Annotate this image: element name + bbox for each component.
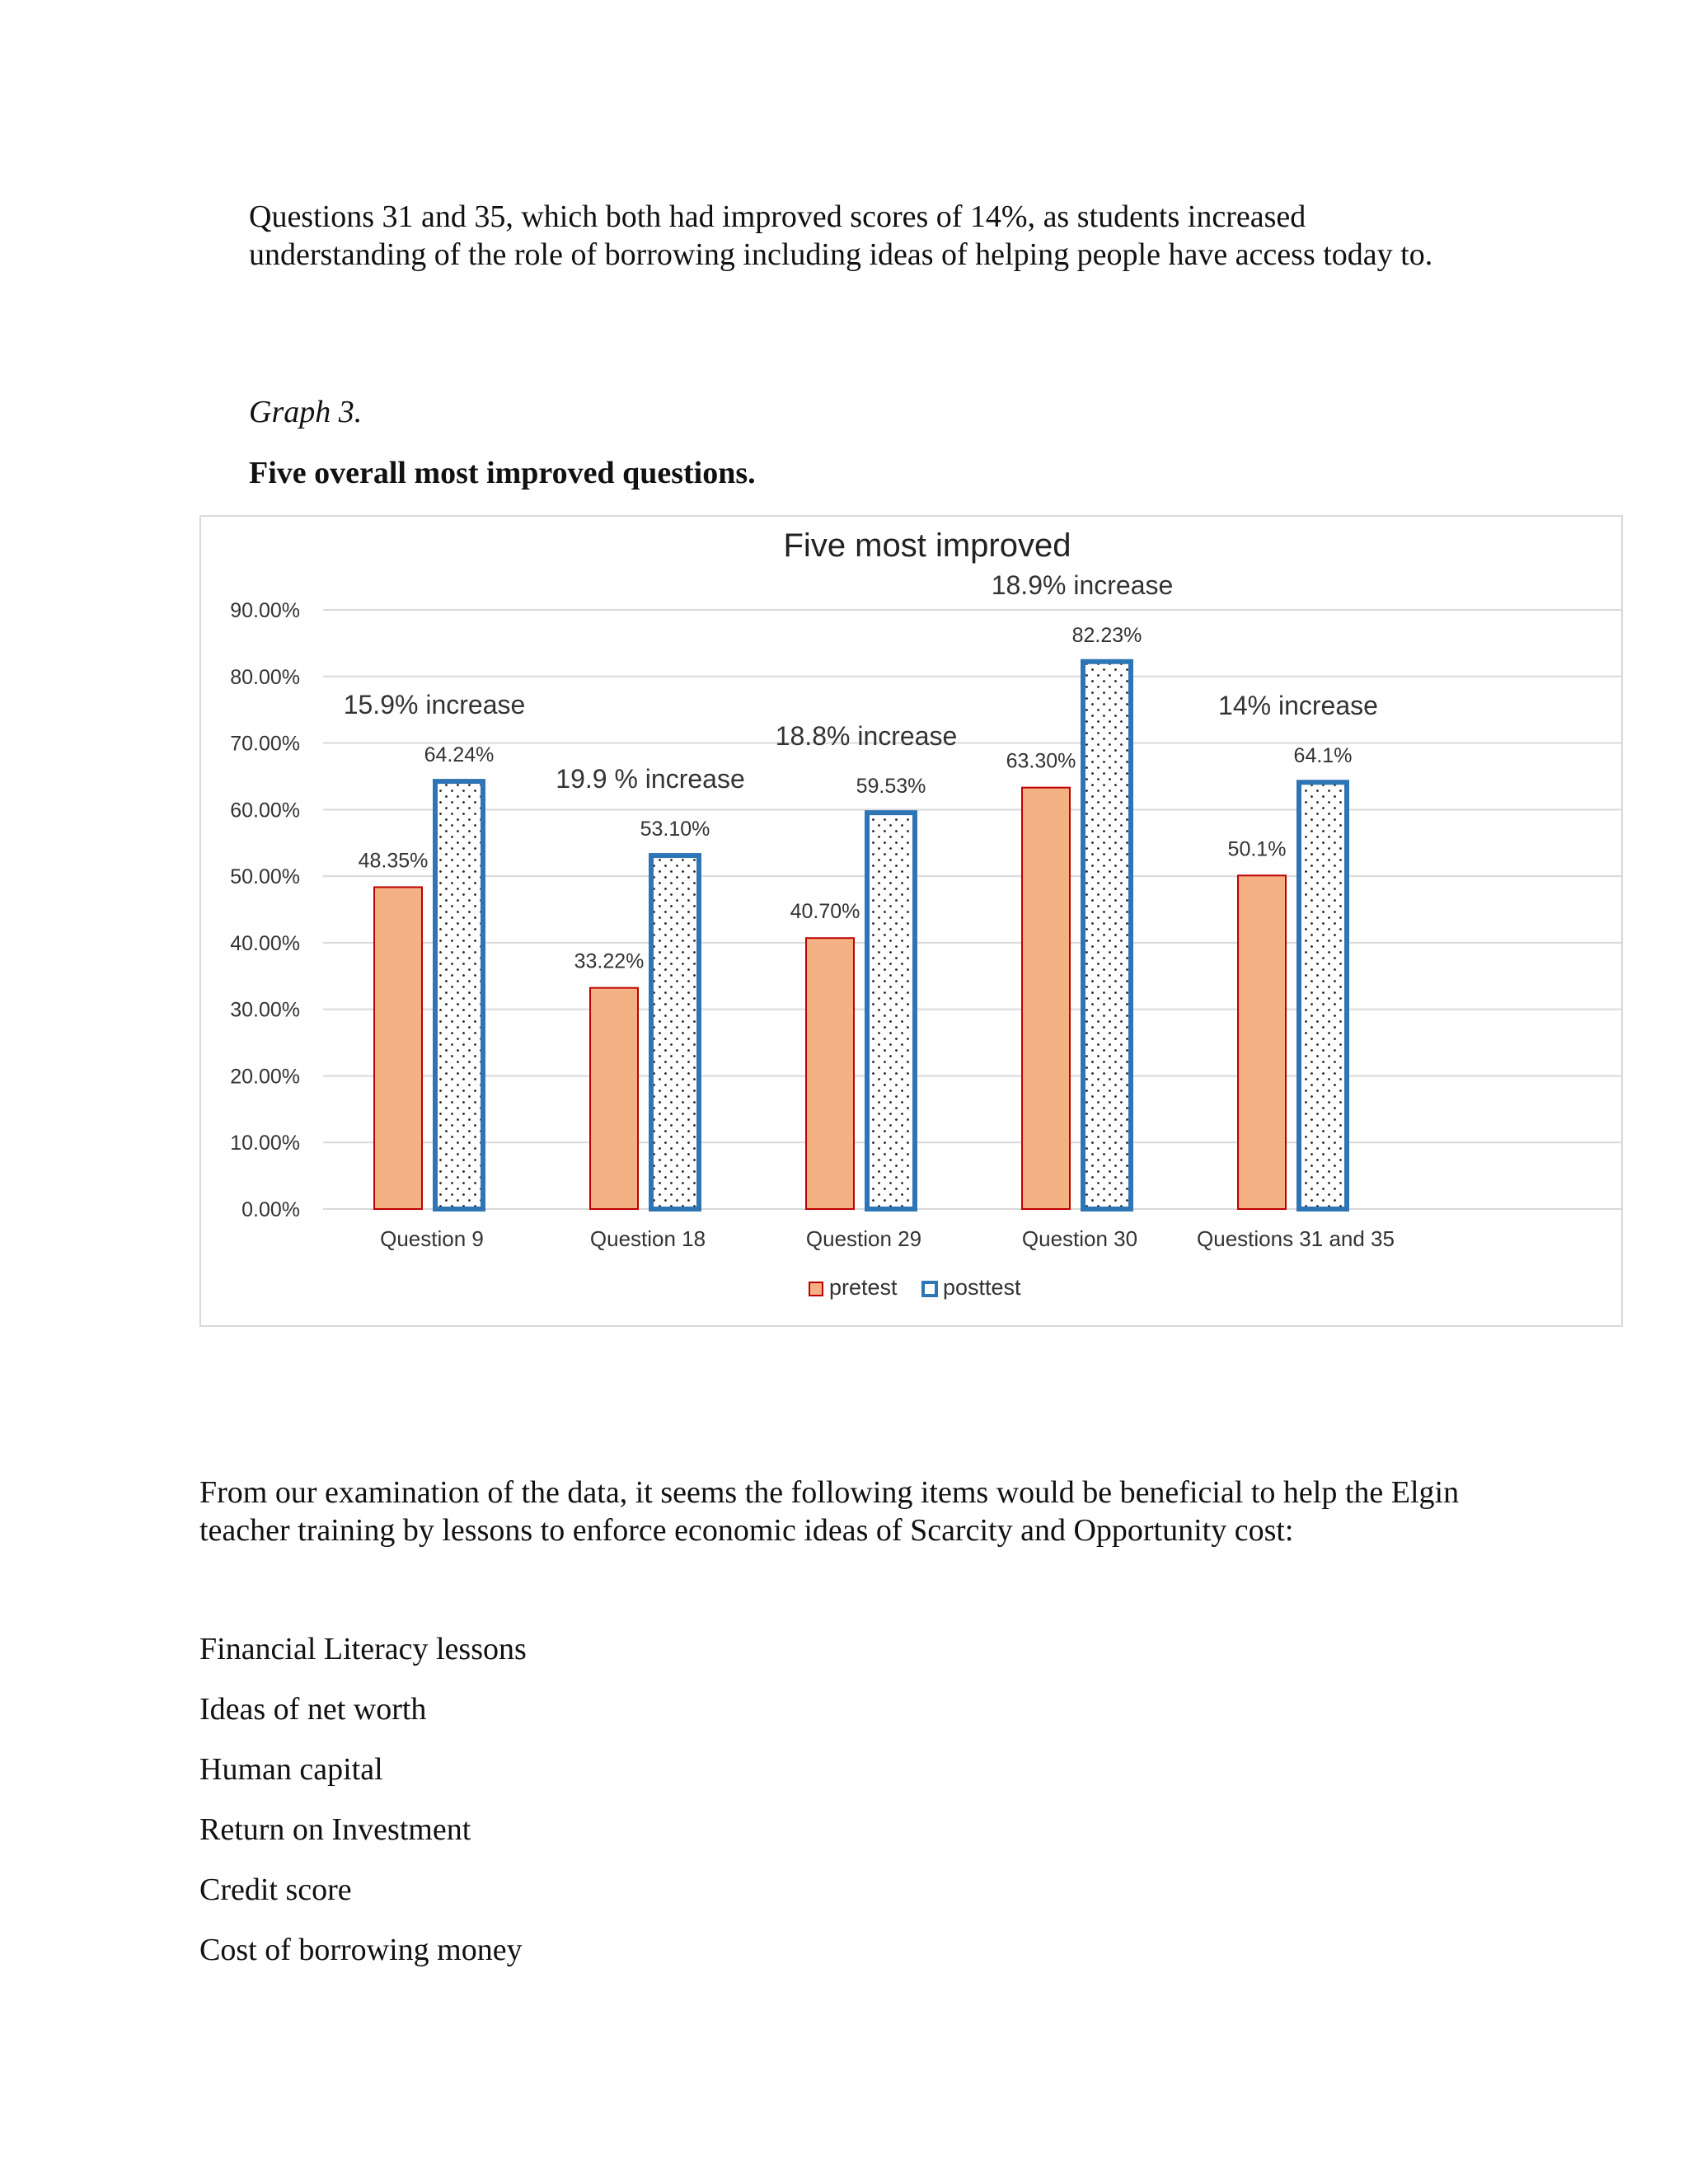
- bar-pretest: [1022, 788, 1070, 1209]
- x-category-label: Question 9: [380, 1226, 484, 1251]
- recommendation-list: [199, 1630, 527, 1991]
- bar-pretest: [374, 887, 422, 1209]
- bar-pretest: [590, 988, 638, 1209]
- y-tick-label: 70.00%: [230, 732, 300, 756]
- data-label-posttest: 82.23%: [1071, 623, 1142, 647]
- chart-legend: [809, 1275, 1021, 1300]
- data-label-pretest: 63.30%: [1006, 749, 1076, 773]
- list-item: Ideas of net worth: [199, 1692, 427, 1727]
- bar-posttest: [867, 813, 915, 1209]
- intro-paragraph: Questions 31 and 35, which both had improved scores of 14%, as students increased understanding of the role of borrowing including ideas of helping people have access today to.: [249, 199, 1433, 272]
- increase-annotation: 18.9% increase: [991, 569, 1174, 600]
- bar-posttest: [651, 855, 699, 1209]
- list-item: Human capital: [199, 1752, 383, 1787]
- legend-swatch-posttest: [923, 1282, 936, 1296]
- y-tick-label: 60.00%: [230, 799, 300, 823]
- y-tick-label: 90.00%: [230, 599, 300, 622]
- data-label-pretest: 50.1%: [1227, 837, 1287, 861]
- graph-label: Graph 3.: [249, 395, 363, 429]
- bar-pretest: [1238, 875, 1286, 1209]
- list-item: Credit score: [199, 1872, 352, 1907]
- graph-title: Five overall most improved questions.: [249, 456, 756, 490]
- increase-annotation: 18.8% increase: [775, 721, 958, 752]
- y-tick-label: 40.00%: [230, 931, 300, 955]
- data-label-pretest: 48.35%: [358, 849, 429, 873]
- data-label-posttest: 53.10%: [640, 818, 710, 841]
- increase-annotation: 14% increase: [1218, 691, 1378, 721]
- data-label-pretest: 33.22%: [574, 949, 645, 973]
- bar-posttest: [1083, 662, 1131, 1209]
- increase-annotation: 19.9 % increase: [556, 764, 745, 794]
- y-tick-label: 30.00%: [230, 998, 300, 1022]
- chart-title: Five most improved: [783, 527, 1071, 564]
- chart-frame: [199, 515, 1623, 1327]
- y-tick-label: 50.00%: [230, 865, 300, 889]
- bar-posttest: [1299, 782, 1347, 1209]
- y-tick-label: 80.00%: [230, 665, 300, 689]
- increase-annotation: 15.9% increase: [343, 690, 526, 720]
- legend-swatch-pretest: [809, 1282, 823, 1296]
- legend-label-pretest: pretest: [829, 1275, 898, 1300]
- data-label-posttest: 64.1%: [1293, 744, 1353, 768]
- y-tick-label: 0.00%: [241, 1198, 300, 1221]
- bar-posttest: [435, 781, 483, 1209]
- x-category-label: Questions 31 and 35: [1197, 1226, 1395, 1251]
- list-item: Financial Literacy lessons: [199, 1632, 527, 1666]
- list-item: Return on Investment: [199, 1812, 471, 1847]
- y-tick-label: 20.00%: [230, 1065, 300, 1089]
- data-label-posttest: 64.24%: [424, 743, 495, 767]
- conclusion-paragraph: From our examination of the data, it seems the following items would be beneficial to help the Elgin teacher training by lessons to enforce economic ideas of Scarcity and Opportunity cost:: [199, 1475, 1460, 1548]
- x-category-label: Question 18: [589, 1226, 706, 1251]
- bar-chart: [201, 517, 1625, 1329]
- y-tick-label: 10.00%: [230, 1132, 300, 1155]
- data-label-pretest: 40.70%: [790, 900, 860, 924]
- x-category-label: Question 29: [805, 1226, 922, 1251]
- legend-label-posttest: posttest: [943, 1275, 1021, 1300]
- x-category-label: Question 30: [1021, 1226, 1138, 1251]
- data-label-posttest: 59.53%: [856, 775, 926, 799]
- list-item: Cost of borrowing money: [199, 1933, 523, 1967]
- bar-pretest: [806, 938, 854, 1209]
